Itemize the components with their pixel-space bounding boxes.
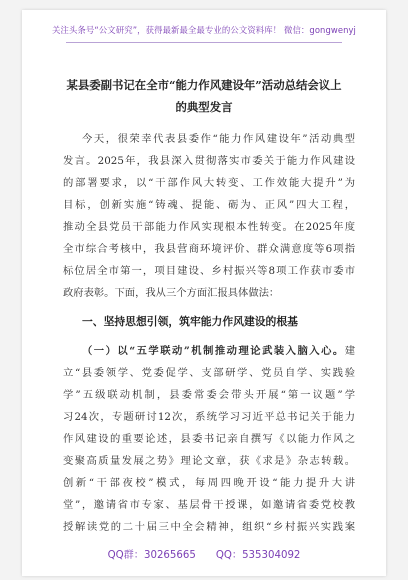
document-title-line-1: 某县委副书记在全市“能力作风建设年”活动总结会议上 [66,78,342,92]
body-line: 政府表彰。下面，我从三个方面汇报具体做法： [63,287,280,299]
body-line: 的部署要求，以“干部作风大转变、工作效能大提升”为 [63,177,355,189]
body-line: 标位居全市第一，项目建设、乡村振兴等8项工作获市委市 [63,265,355,277]
body-line: 全市综合考核中，我县营商环境评价、群众满意度等6项指 [63,243,355,255]
body-line: 习24次，专题研讨12次，系统学习习近平总书记关于能力 [63,411,355,423]
body-line: 学”五级联动机制，县委常委会带头开展“第一议题”学 [63,389,355,401]
body-line: 发言。2025年，我县深入贯彻落实市委关于能力作风建设 [63,155,355,167]
contact-footer [22,546,386,561]
subsection-heading: （一）以“五学联动”机制推动理论武装入脑入心。 [82,345,345,357]
document-title-line-2: 的典型发言 [175,100,233,114]
body-line: 创新“干部夜校”模式，每周四晚开设“能力提升大讲 [63,477,355,489]
body-line: 推动全县党员干部能力作风实现根本性转变。在2025年度 [63,221,355,233]
section-heading-1: 一、坚持思想引领，筑牢能力作风建设的根基 [82,315,298,328]
promo-banner: 关注头条号“公文研究”，获得最新最全最专业的公文资料库！ 微信：gongwenyj [52,25,356,35]
body-line: 今天，很荣幸代表县委作“能力作风建设年”活动典型 [82,133,355,145]
body-line: 目标，创新实施“铸魂、提能、砺为、正风”四大工程， [63,199,355,211]
subsection-lead-line [82,342,355,357]
qq-group-label: QQ群：30265665 [107,550,196,561]
body-line: 授解读党的二十届三中全会精神，组织“乡村振兴实践案 [63,521,355,533]
body-line: 变聚高质量发展之势》理论文章，获《求是》杂志转载。 [63,455,355,467]
banner-divider [66,42,342,43]
body-line: 堂”，邀请省市专家、基层骨干授课，如邀请省委党校教 [63,499,355,511]
subsection-lead-tail: 建 [344,345,355,357]
document-page [22,10,386,576]
body-line: 作风建设的重要论述，县委书记亲自撰写《以能力作风之 [63,433,355,445]
qq-contact-label: QQ：535304092 [215,550,301,561]
body-line: 立“县委领学、党委促学、支部研学、党员自学、实践验 [63,367,355,379]
